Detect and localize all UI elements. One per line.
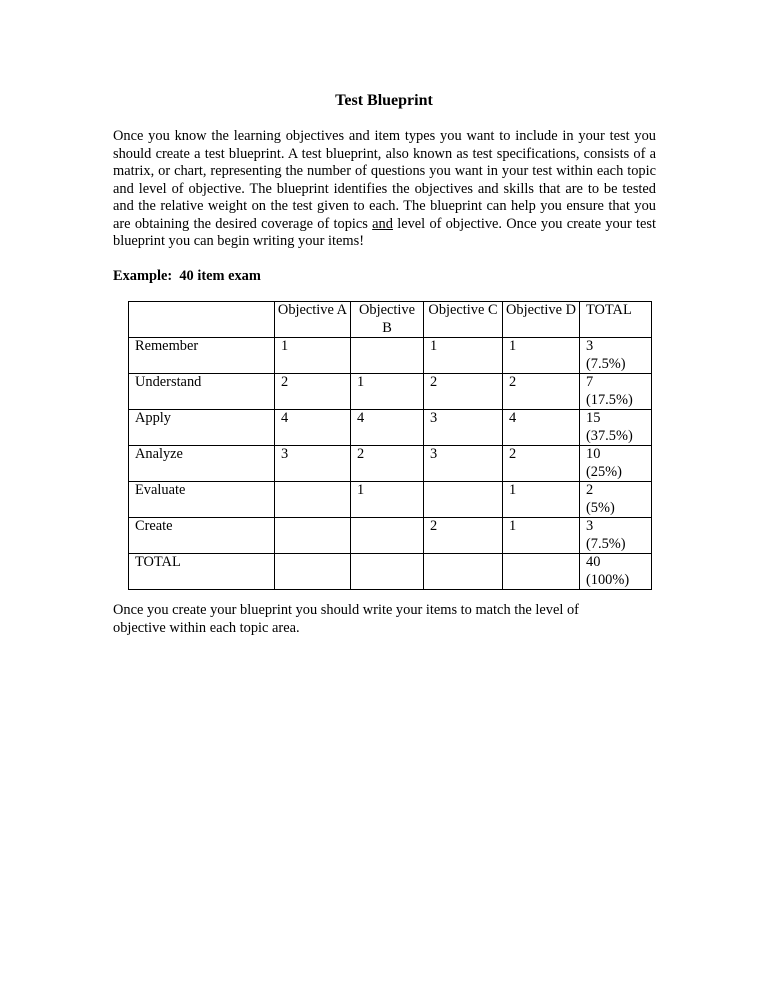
intro-text-part1: Once you know the learning objectives and item types you want to include in your test you should create a test blueprint. A test blueprint, also known as test specifications, consists of a matrix, or chart, representing the number of questions you want in your test within each topic and level of objective. The blueprint identifies the objectives and skills that are to be tested and the relative weight on the test given to each. The blueprint can help you ensure that you are obtaining the desired coverage of topics — [113, 128, 656, 232]
objective-c-count-cell: 3 — [424, 446, 503, 482]
blueprint-table — [128, 301, 652, 590]
row-total-percent: (100%) — [586, 571, 630, 588]
row-label-cell: TOTAL — [129, 554, 275, 590]
objective-a-count-cell: 2 — [275, 374, 351, 410]
objective-b-count-cell: 2 — [351, 446, 424, 482]
objective-c-count-cell — [424, 554, 503, 590]
objective-d-count-cell: 1 — [503, 482, 580, 518]
row-label-cell: Apply — [129, 410, 275, 446]
row-total-cell — [580, 518, 652, 554]
objective-d-count-cell: 1 — [503, 338, 580, 374]
row-total-cell — [580, 482, 652, 518]
table-row — [129, 410, 652, 446]
row-label-cell: Analyze — [129, 446, 275, 482]
objective-b-count-cell: 1 — [351, 374, 424, 410]
objective-d-count-cell: 4 — [503, 410, 580, 446]
objective-c-count-cell: 2 — [424, 518, 503, 554]
row-total-cell — [580, 374, 652, 410]
objective-a-count-cell: 3 — [275, 446, 351, 482]
row-total-value: 15 — [586, 410, 601, 426]
header-objective-a: Objective A — [275, 302, 351, 338]
header-objective-d: Objective D — [503, 302, 580, 338]
table-row — [129, 446, 652, 482]
objective-b-count-cell: 1 — [351, 482, 424, 518]
table-row — [129, 338, 652, 374]
row-total-percent: (25%) — [586, 463, 622, 480]
row-total-cell — [580, 554, 652, 590]
table-row — [129, 518, 652, 554]
row-total-percent: (17.5%) — [586, 391, 633, 408]
row-total-value: 2 — [586, 482, 594, 498]
objective-d-count-cell — [503, 554, 580, 590]
row-total-value: 3 — [586, 338, 594, 354]
table-row — [129, 374, 652, 410]
header-objective-b: Objective B — [351, 302, 424, 338]
objective-d-count-cell: 2 — [503, 446, 580, 482]
row-total-percent: (37.5%) — [586, 427, 633, 444]
objective-c-count-cell: 1 — [424, 338, 503, 374]
objective-b-count-cell — [351, 338, 424, 374]
header-objective-c: Objective C — [424, 302, 503, 338]
intro-underlined-word: and — [372, 215, 393, 232]
table-header-row — [129, 302, 652, 338]
objective-a-count-cell — [275, 482, 351, 518]
table-row — [129, 554, 652, 590]
header-corner-cell — [129, 302, 275, 338]
header-total: TOTAL — [580, 302, 652, 338]
row-label-cell: Understand — [129, 374, 275, 410]
objective-a-count-cell — [275, 518, 351, 554]
objective-b-count-cell: 4 — [351, 410, 424, 446]
objective-b-count-cell — [351, 518, 424, 554]
objective-c-count-cell — [424, 482, 503, 518]
row-total-value: 10 — [586, 446, 601, 462]
row-total-cell — [580, 410, 652, 446]
row-label-cell: Remember — [129, 338, 275, 374]
row-total-cell — [580, 338, 652, 374]
objective-c-count-cell: 2 — [424, 374, 503, 410]
objective-a-count-cell — [275, 554, 351, 590]
table-row — [129, 482, 652, 518]
row-label-cell: Create — [129, 518, 275, 554]
row-total-value: 7 — [586, 374, 594, 390]
row-total-percent: (7.5%) — [586, 355, 626, 372]
intro-text-part2: level of objective. Once you create your test blueprint you can begin writing your items! — [113, 215, 656, 249]
objective-c-count-cell: 3 — [424, 410, 503, 446]
objective-d-count-cell: 1 — [503, 518, 580, 554]
row-total-percent: (7.5%) — [586, 535, 626, 552]
example-label: Example: 40 item exam — [113, 268, 261, 284]
row-total-percent: (5%) — [586, 499, 615, 516]
intro-paragraph — [113, 128, 656, 251]
objective-d-count-cell: 2 — [503, 374, 580, 410]
closing-paragraph: Once you create your blueprint you should write your items to match the level of objective within each topic area. — [113, 602, 579, 636]
row-total-value: 3 — [586, 518, 594, 534]
row-total-cell — [580, 446, 652, 482]
objective-b-count-cell — [351, 554, 424, 590]
objective-a-count-cell: 4 — [275, 410, 351, 446]
objective-a-count-cell: 1 — [275, 338, 351, 374]
row-label-cell: Evaluate — [129, 482, 275, 518]
row-total-value: 40 — [586, 554, 601, 570]
page-title: Test Blueprint — [335, 92, 433, 109]
